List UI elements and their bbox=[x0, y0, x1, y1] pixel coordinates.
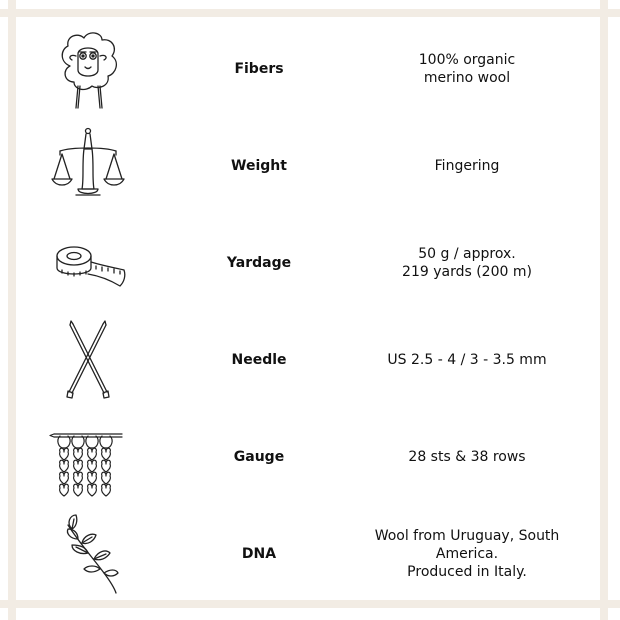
spec-row-yardage bbox=[16, 214, 600, 311]
frame-top-border bbox=[0, 9, 620, 17]
spec-label-needle: Needle bbox=[231, 351, 287, 368]
spec-value-fibers bbox=[342, 20, 592, 117]
spec-value-line: 100% organic bbox=[418, 51, 516, 68]
spec-value-dna bbox=[342, 505, 592, 602]
spec-value-line: 50 g / approx. bbox=[418, 245, 516, 262]
spec-row-gauge bbox=[16, 408, 600, 505]
spec-row-weight bbox=[16, 117, 600, 214]
spec-value-line: US 2.5 - 4 / 3 - 3.5 mm bbox=[387, 351, 547, 368]
spec-label-yardage: Yardage bbox=[226, 254, 292, 271]
frame-left-border bbox=[8, 0, 16, 620]
spec-value-line: Produced in Italy. bbox=[407, 563, 527, 580]
spec-value-needle bbox=[342, 311, 592, 408]
spec-value-gauge bbox=[342, 408, 592, 505]
sheep-icon bbox=[48, 26, 128, 112]
frame-right-border bbox=[600, 0, 608, 620]
spec-value-line: Wool from Uruguay, South America. bbox=[374, 527, 560, 562]
spec-row-fibers bbox=[16, 20, 600, 117]
spec-value-yardage bbox=[342, 214, 592, 311]
spec-value-weight bbox=[342, 117, 592, 214]
leaf-branch-icon bbox=[48, 511, 128, 597]
knit-stitches-icon bbox=[48, 414, 128, 500]
scale-icon bbox=[48, 123, 128, 209]
spec-row-needle bbox=[16, 311, 600, 408]
spec-table bbox=[16, 20, 600, 602]
measuring-tape-icon bbox=[48, 220, 128, 306]
knitting-needles-icon bbox=[48, 317, 128, 403]
spec-label-dna: DNA bbox=[241, 545, 277, 562]
spec-label-weight: Weight bbox=[231, 157, 287, 174]
spec-label-gauge: Gauge bbox=[233, 448, 285, 465]
spec-label-fibers: Fibers bbox=[234, 60, 284, 77]
spec-value-line: 219 yards (200 m) bbox=[402, 263, 532, 280]
spec-value-line: 28 sts & 38 rows bbox=[408, 448, 526, 465]
spec-value-line: Fingering bbox=[434, 157, 500, 174]
spec-row-dna bbox=[16, 505, 600, 602]
spec-value-line: merino wool bbox=[423, 69, 511, 86]
